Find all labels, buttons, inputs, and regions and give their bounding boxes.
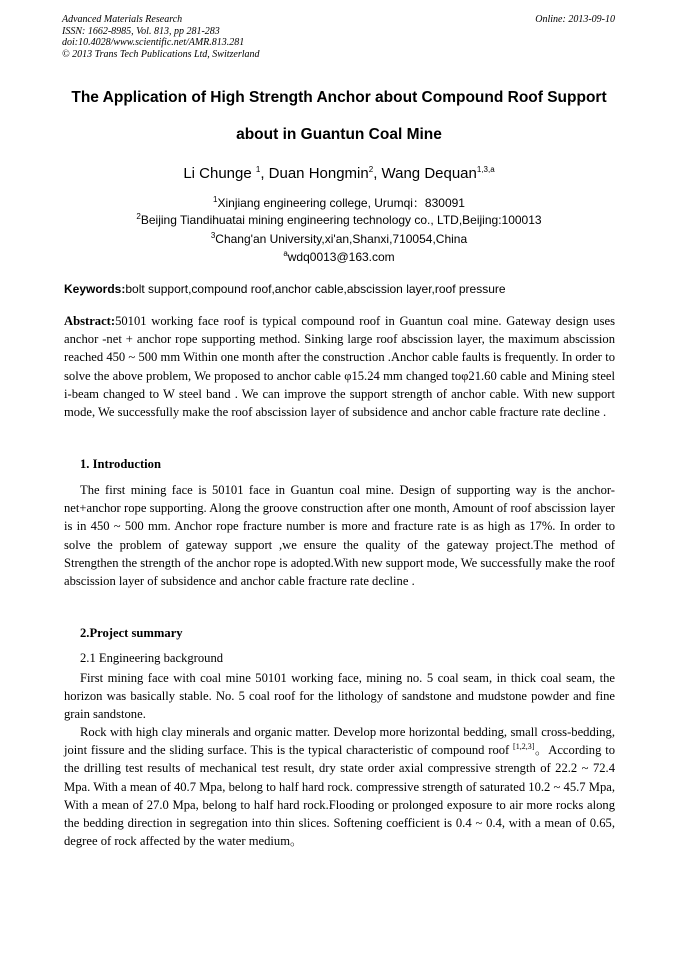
abstract-label: Abstract:	[64, 314, 116, 328]
affil-text: Xinjiang engineering college, Urumqi：830091	[217, 196, 465, 210]
doi-line: doi:10.4028/www.scientific.net/AMR.813.281	[62, 37, 245, 48]
paper-title-line-1: The Application of High Strength Anchor about Compound Roof Support	[71, 89, 607, 106]
affil-text: Beijing Tiandihuatai mining engineering technology co., LTD,Beijing:100013	[140, 213, 542, 227]
online-date: Online: 2013-09-10	[535, 14, 615, 25]
paper-title-line-2: about in Guantun Coal Mine	[236, 126, 442, 143]
email-text: wdq0013@163.com	[287, 250, 395, 264]
affiliation	[0, 213, 678, 227]
abstract-text: 50101 working face roof is typical compound roof in Guantun coal mine. Gateway design uses anchor -net + anchor rope supporting method. Sinking large roof abscission layer, the maximum abscission reached 450 ~ 500 mm Within one month after the construction .Anchor cable faults is frequently. In order to solve the above problem, We proposed to anchor cable φ15.24 mm changed toφ21.60 cable and Mining steel i-beam changed to W steel band . We can improve the support strength of anchor cable. With new support mode, We successfully make the roof abscission layer of subsidence and anchor cable fracture rate decline .	[64, 314, 615, 420]
author-name: , Duan Hongmin	[260, 165, 369, 182]
subsection-heading: 2.1 Engineering background	[80, 651, 224, 665]
affil-mark: a	[283, 249, 288, 258]
affil-mark: 1	[213, 195, 218, 204]
section-heading: 1. Introduction	[80, 457, 161, 471]
section-paragraph: The first mining face is 50101 face in Guantun coal mine. Design of supporting way is the anchor-net+anchor rope supporting. Along the groove construction after one month, Amount of roof abscission layer is in 450 ~ 500 mm. Anchor rope fracture number is more and fracture rate is as high as 17%. In order to solve the problem of gateway support ,we ensure the quality of the gateway project.The method of Strengthen the strength of the anchor rope is adopted.With new support mode, We successfully make the roof abscission layer of subsidence and anchor cable fracture rate decline .	[64, 483, 615, 589]
keywords-text: bolt support,compound roof,anchor cable,abscission layer,roof pressure	[125, 282, 506, 296]
section-heading: 2.Project summary	[80, 626, 183, 640]
affil-text: Chang'an University,xi'an,Shanxi,710054,China	[215, 232, 468, 246]
citation-ref: [1,2,3]	[513, 742, 535, 752]
author-list	[0, 165, 678, 182]
copyright-line: © 2013 Trans Tech Publications Ltd, Switzerland	[62, 48, 260, 60]
affil-mark: 2	[136, 212, 141, 221]
author-affil-mark: 1	[255, 165, 261, 174]
affil-mark: 3	[210, 231, 216, 240]
keywords	[64, 282, 624, 296]
section-paragraph: First mining face with coal mine 50101 working face, mining no. 5 coal seam, in thick coal seam, the horizon was basically stable. No. 5 coal roof for the lithology of sandstone and mudstone powder and fine grain sandstone.	[64, 671, 615, 722]
keywords-label: Keywords:	[64, 282, 126, 296]
author-affil-mark: 1,3,a	[476, 165, 495, 174]
author-name: Li Chunge	[183, 165, 256, 182]
paragraph-text: 。According to the drilling test results of mechanical test result, dry state order axial compressive strength of 22.2 ~ 72.4 Mpa. With a mean of 40.7 Mpa, belong to half hard rock. compressive strength of saturated 10.2 ~ 45.7 Mpa, With a mean of 27.0 Mpa, belong to half hard rock.Flooding or prolonged exposure to air more rocks along the bedding direction in segregation into thin slices. Softening coefficient is 0.4 ~ 0.4, with a mean of 0.65, degree of rock affected by the water medium。	[64, 743, 615, 849]
journal-name: Advanced Materials Research	[62, 14, 183, 25]
abstract	[64, 312, 615, 421]
journal-header	[62, 14, 260, 60]
author-name: , Wang Dequan	[373, 165, 477, 182]
affiliation	[0, 194, 678, 211]
author-affil-mark: 2	[368, 165, 374, 174]
affiliation-email	[0, 250, 678, 264]
affiliation	[0, 232, 678, 246]
section-paragraph	[64, 723, 615, 850]
paragraph-text: Rock with high clay minerals and organic matter. Develop more horizontal bedding, small cross-bedding, joint fissure and the sliding surface. This is the typical characteristic of compound roof	[64, 725, 615, 758]
issn-line: ISSN: 1662-8985, Vol. 813, pp 281-283	[62, 25, 220, 37]
